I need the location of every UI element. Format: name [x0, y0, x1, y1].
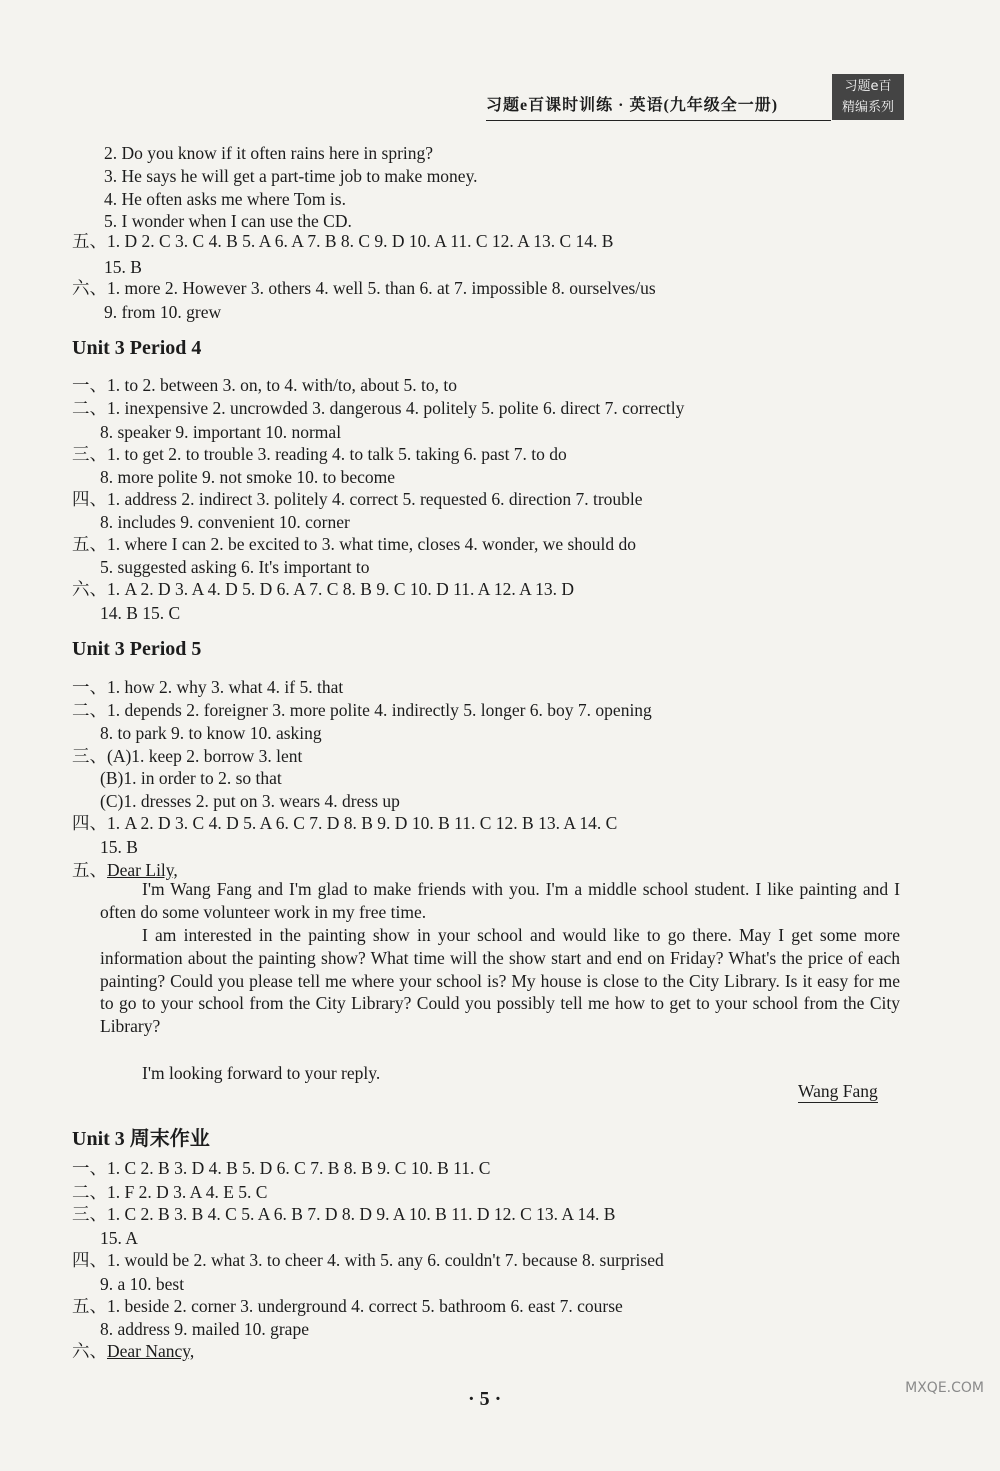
- answer-line: 14. B 15. C: [100, 603, 181, 623]
- answer-line: 8. speaker 9. important 10. normal: [100, 422, 342, 442]
- answer-line: 五、1. D 2. C 3. C 4. B 5. A 6. A 7. B 8. C 9. D 10. A 11. C 12. A 13. C 14. B: [72, 231, 614, 251]
- greeting-text: Dear Nancy,: [107, 1341, 195, 1361]
- answer-line: 8. to park 9. to know 10. asking: [100, 723, 322, 743]
- answer-line: 六、1. A 2. D 3. A 4. D 5. D 6. A 7. C 8. B 9. C 10. D 11. A 12. A 13. D: [72, 579, 575, 599]
- answer-line: 8. address 9. mailed 10. grape: [100, 1319, 309, 1339]
- answer-line: 8. more polite 9. not smoke 10. to become: [100, 467, 396, 487]
- answer-line: 五、1. where I can 2. be excited to 3. what time, closes 4. wonder, we should do: [72, 534, 637, 554]
- letter-paragraph: I'm Wang Fang and I'm glad to make friends with you. I'm a middle school student. I like painting and I often do some volunteer work in my free time.: [100, 879, 900, 922]
- answer-line: 五、1. beside 2. corner 3. underground 4. correct 5. bathroom 6. east 7. course: [72, 1296, 623, 1316]
- header-rule: [486, 120, 831, 121]
- letter-paragraph: I am interested in the painting show in your school and would like to go there. May I get some more information about the painting show? What time will the show start and end on Friday? What's the price of each painting? Could you please tell me where your school is? My house is close to the City Library. Is it easy for me to go to your school from the City Library? Could you possibly tell me how to get to your school from the City Library?: [100, 925, 900, 1037]
- answer-line: 15. B: [104, 257, 142, 277]
- answer-line: 二、1. depends 2. foreigner 3. more polite 4. indirectly 5. longer 6. boy 7. opening: [72, 700, 652, 720]
- answer-line: 四、1. A 2. D 3. C 4. D 5. A 6. C 7. D 8. B 9. D 10. B 11. C 12. B 13. A 14. C: [72, 813, 618, 833]
- answer-line: 四、1. would be 2. what 3. to cheer 4. with 5. any 6. couldn't 7. because 8. surprised: [72, 1250, 664, 1270]
- answer-line: 5. I wonder when I can use the CD.: [104, 211, 352, 231]
- answer-line: 15. B: [100, 837, 138, 857]
- letter-greeting: [72, 1340, 194, 1362]
- answer-line: 3. He says he will get a part-time job to make money.: [104, 166, 478, 186]
- answer-line: 9. a 10. best: [100, 1274, 185, 1294]
- greeting-text: Dear Lily,: [107, 860, 178, 880]
- answer-line: 一、1. to 2. between 3. on, to 4. with/to, about 5. to, to: [72, 375, 457, 395]
- answer-line: 9. from 10. grew: [104, 302, 222, 322]
- answer-line: 二、1. inexpensive 2. uncrowded 3. dangerous 4. politely 5. polite 6. direct 7. correctly: [72, 398, 685, 418]
- letter-signature: Wang Fang: [798, 1081, 878, 1101]
- answer-line: 三、1. to get 2. to trouble 3. reading 4. to talk 5. taking 6. past 7. to do: [72, 444, 567, 464]
- question-prefix: 五、: [72, 860, 107, 880]
- answer-line: 8. includes 9. convenient 10. corner: [100, 512, 350, 532]
- badge-line-2: 精编系列: [841, 100, 894, 115]
- letter-paragraph: I'm looking forward to your reply.: [142, 1063, 381, 1083]
- answer-line: 三、1. C 2. B 3. B 4. C 5. A 6. B 7. D 8. D 9. A 10. B 11. D 12. C 13. A 14. B: [72, 1204, 616, 1224]
- header-title: 习题e百课时训练 · 英语(九年级全一册): [486, 97, 779, 114]
- section-heading: Unit 3 Period 5: [72, 638, 202, 660]
- answer-line: 二、1. F 2. D 3. A 4. E 5. C: [72, 1182, 268, 1202]
- series-badge: [832, 74, 904, 120]
- answer-line: 4. He often asks me where Tom is.: [104, 189, 346, 209]
- question-prefix: 六、: [72, 1341, 107, 1361]
- page-number: · 5 ·: [468, 1388, 502, 1410]
- section-heading: Unit 3 周末作业: [72, 1128, 210, 1150]
- answer-line: 5. suggested asking 6. It's important to: [100, 557, 370, 577]
- watermark: MXQE.COM: [905, 1380, 984, 1396]
- answer-line: 一、1. how 2. why 3. what 4. if 5. that: [72, 677, 344, 697]
- section-heading: Unit 3 Period 4: [72, 337, 202, 359]
- badge-line-1: 习题e百: [844, 79, 892, 94]
- answer-line: (B)1. in order to 2. so that: [100, 768, 282, 788]
- answer-line: 四、1. address 2. indirect 3. politely 4. correct 5. requested 6. direction 7. trouble: [72, 489, 643, 509]
- answer-line: 一、1. C 2. B 3. D 4. B 5. D 6. C 7. B 8. B 9. C 10. B 11. C: [72, 1158, 491, 1178]
- answer-line: 三、(A)1. keep 2. borrow 3. lent: [72, 746, 303, 766]
- answer-line: 15. A: [100, 1228, 138, 1248]
- answer-line: 2. Do you know if it often rains here in spring?: [104, 143, 434, 163]
- answer-line: (C)1. dresses 2. put on 3. wears 4. dress up: [100, 791, 400, 811]
- answer-line: 六、1. more 2. However 3. others 4. well 5. than 6. at 7. impossible 8. ourselves/us: [72, 278, 656, 298]
